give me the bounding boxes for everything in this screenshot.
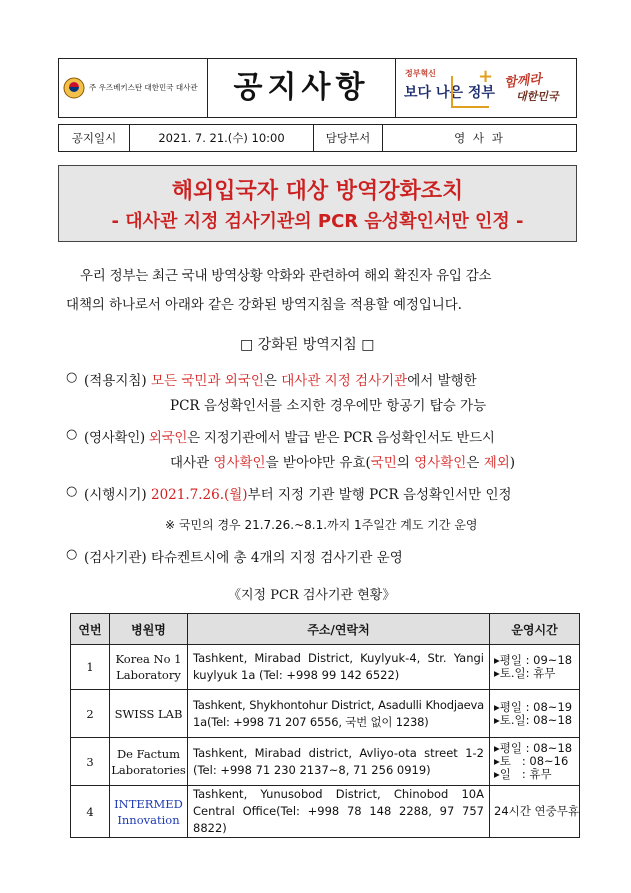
effective-date: 2021.7.26.(월): [151, 487, 248, 503]
apply-text-1: 은: [263, 373, 282, 389]
effective-text: 부터 지정 기관 발행 PCR 음성확인서만 인정: [247, 487, 512, 503]
row-address: Tashkent, Mirabad district, Avliyo-ota street 1-2 (Tel: +998 71 230 2137~8, 71 256 0919): [188, 738, 490, 786]
effective-label: (시행시기): [84, 487, 147, 503]
header-address: 주소/연락처: [188, 614, 490, 645]
row-hours-line: ▸토.일: 휴무: [494, 666, 556, 680]
consular-highlight-3: 국민: [370, 455, 397, 471]
intro-line-2: 대책의 하나로서 아래와 같은 강화된 방역지침을 적용할 예정입니다.: [66, 297, 462, 313]
lab-table: [70, 613, 580, 838]
bullet-icon: ○: [66, 484, 78, 499]
bullet-icon: ○: [66, 547, 78, 562]
table-header-row: [71, 614, 580, 645]
header-name: 병원명: [110, 614, 188, 645]
apply-text-2: 에서 발행한: [407, 373, 477, 389]
embassy-name: 주 우즈베키스탄 대한민국 대사관: [89, 83, 198, 92]
consular-highlight-1: 외국인: [148, 430, 188, 446]
slogan-logo: [502, 66, 572, 112]
consular-highlight-4: 영사확인: [414, 455, 467, 471]
consular-line-1: [84, 426, 495, 446]
row-hours-line: ▸평일 : 08~19: [494, 699, 573, 714]
row-hours-line: ▸평일 : 08~18: [494, 741, 573, 755]
labs-line: [84, 546, 403, 566]
slogan-line-2: 대한민국: [516, 90, 559, 103]
logo-plus-icon: +: [478, 66, 494, 87]
row-no: 1: [71, 645, 110, 690]
row-name: [110, 645, 188, 690]
row-no: 3: [71, 738, 110, 786]
apply-line-2: PCR 음성확인서를 소지한 경우에만 항공기 탑승 가능: [170, 398, 487, 414]
consular-text-5: 은: [466, 455, 484, 471]
consular-label: (영사확인): [84, 430, 145, 446]
consular-highlight-2: 영사확인: [213, 455, 266, 471]
effective-line-1: [84, 483, 512, 503]
apply-highlight-2: 대사관 지정 검사기관: [281, 373, 408, 389]
table-row: [71, 645, 580, 690]
date-label: 공지일시: [58, 124, 130, 152]
consular-text-2: 대사관: [170, 455, 214, 471]
row-name-line-1: INTERMED: [114, 796, 183, 811]
section-heading: □ 강화된 방역지침 □: [240, 337, 375, 353]
row-name-line-1: De Factum: [116, 746, 181, 761]
row-name: [110, 786, 188, 838]
slogan-line-1: 함께라: [503, 72, 543, 91]
date-value: 2021. 7. 21.(수) 10:00: [129, 124, 314, 152]
row-hours-line: ▸평일 : 09~18: [494, 653, 573, 667]
table-row: [71, 786, 580, 838]
notice-title: 공지사항: [233, 70, 370, 105]
row-hours: [490, 786, 580, 838]
logo-gov-small-text: 정부혁신: [405, 69, 436, 78]
dept-label: 담당부서: [313, 124, 383, 152]
row-name-line-1: Korea No 1: [115, 652, 182, 666]
header-hours: 운영시간: [490, 614, 580, 645]
row-hours: [490, 738, 580, 786]
row-hours-line: ▸토 : 08~16: [494, 754, 569, 768]
row-no: 4: [71, 786, 110, 838]
row-address: Tashkent, Yunusobod District, Chinobod 10A Central Office(Tel: +998 78 148 2288, 97 757 8822): [188, 786, 490, 838]
row-no: 2: [71, 690, 110, 738]
row-name-line-2: Laboratory: [116, 668, 181, 682]
effective-note: ※ 국민의 경우 21.7.26.~8.1.까지 1주일간 계도 기간 운영: [165, 518, 478, 532]
dept-value: 영 사 과: [382, 124, 577, 152]
table-row: [71, 738, 580, 786]
consular-text-3: 을 받아야만 유효(: [265, 455, 371, 471]
apply-highlight-1: 모든 국민과 외국인: [151, 373, 264, 389]
row-name-line-2: Laboratories: [111, 762, 186, 777]
row-name-line-1: SWISS LAB: [114, 706, 183, 721]
row-hours-line: ▸일 : 휴무: [494, 767, 552, 781]
consular-line-2: [170, 451, 515, 471]
row-name-line-2: Innovation: [117, 812, 180, 827]
consular-text-6: ): [509, 455, 516, 471]
labs-text: 타슈켄트시에 총 4개의 지정 검사기관 운영: [151, 550, 403, 566]
table-caption: 《지정 PCR 검사기관 현황》: [228, 588, 396, 603]
consular-text-4: 의: [396, 455, 415, 471]
apply-label: (적용지침): [84, 373, 147, 389]
gov-innovation-logo: [400, 64, 495, 112]
row-hours: [490, 690, 580, 738]
row-hours-line: 24시간 연중무휴: [494, 804, 579, 818]
row-name: [110, 738, 188, 786]
title-line-1: 해외입국자 대상 방역강화조치: [171, 179, 464, 204]
consular-highlight-5: 제외: [483, 455, 510, 471]
consular-text-1: 은 지정기관에서 발급 받은 PCR 음성확인서도 반드시: [187, 430, 495, 446]
bullet-icon: ○: [66, 370, 78, 385]
table-row: [71, 690, 580, 738]
row-name: [110, 690, 188, 738]
labs-label: (검사기관): [84, 550, 147, 566]
row-hours: [490, 645, 580, 690]
row-hours-line: ▸토.일: 08~18: [494, 712, 573, 727]
apply-line-1: [84, 369, 477, 389]
header-no: 연번: [71, 614, 110, 645]
bullet-icon: ○: [66, 427, 78, 442]
logo-gov-big-text: 보다 나은 정부: [404, 85, 495, 101]
row-address: Tashkent, Mirabad District, Kuylyuk-4, Str. Yangi kuylyuk 1a (Tel: +998 99 142 6522): [188, 645, 490, 690]
embassy-emblem-icon: [63, 77, 85, 99]
intro-line-1: 우리 정부는 최근 국내 방역상황 악화와 관련하여 해외 확진자 유입 감소: [80, 268, 492, 284]
row-address: Tashkent, Shykhontohur District, Asadulli Khodjaeva 1a(Tel: +998 71 207 6556, 국번 없이 1238): [188, 690, 490, 738]
title-line-2: - 대사관 지정 검사기관의 PCR 음성확인서만 인정 -: [111, 211, 524, 232]
